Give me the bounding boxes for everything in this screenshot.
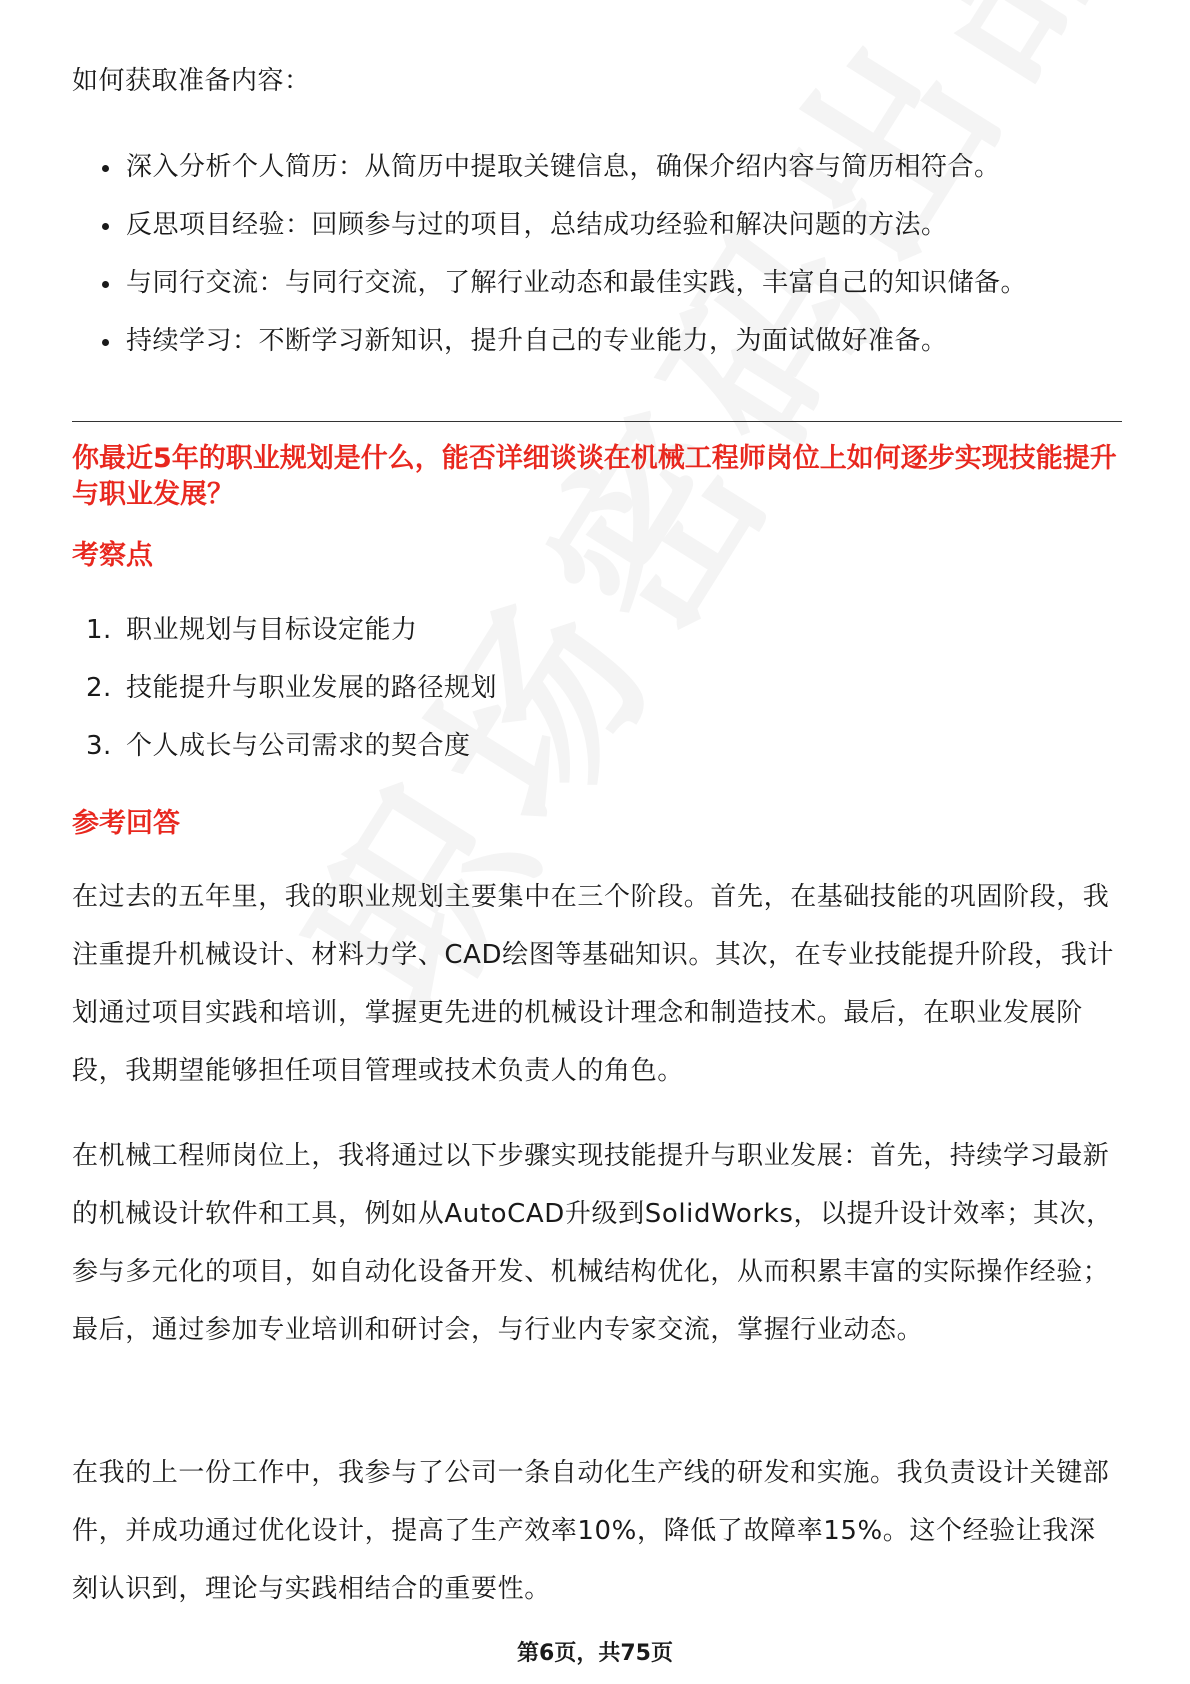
intro-text: 如何获取准备内容：	[72, 66, 311, 96]
list-text: 技能提升与职业发展的路径规划	[126, 673, 498, 703]
page-footer: 第6页，共75页	[517, 1641, 673, 1666]
list-text: 个人成长与公司需求的契合度	[126, 731, 471, 761]
bullet-item: 深入分析个人简历：从简历中提取关键信息，确保介绍内容与简历相符合。	[72, 138, 1027, 196]
bullet-list	[72, 138, 1027, 370]
exam-points-heading: 考察点	[72, 540, 153, 571]
answer-heading: 参考回答	[72, 808, 180, 839]
list-number: 1.	[86, 615, 112, 645]
list-text: 职业规划与目标设定能力	[126, 615, 418, 645]
list-number: 2.	[86, 673, 112, 703]
answer-paragraph: 在机械工程师岗位上，我将通过以下步骤实现技能提升与职业发展：首先，持续学习最新的机械设计软件和工具，例如从AutoCAD升级到SolidWorks，以提升设计效率；其次，参与多元化的项目，如自动化设备开发、机械结构优化，从而积累丰富的实际操作经验；最后，通过参加专业培训和研讨会，与行业内专家交流，掌握行业动态。	[72, 1141, 1113, 1345]
bullet-item: 与同行交流：与同行交流，了解行业动态和最佳实践，丰富自己的知识储备。	[72, 254, 1027, 312]
answer-paragraph: 在我的上一份工作中，我参与了公司一条自动化生产线的研发和实施。我负责设计关键部件，并成功通过优化设计，提高了生产效率10%，降低了故障率15%。这个经验让我深刻认识到，理论与实践相结合的重要性。	[72, 1458, 1110, 1604]
answer-paragraph: 在过去的五年里，我的职业规划主要集中在三个阶段。首先，在基础技能的巩固阶段，我注重提升机械设计、材料力学、CAD绘图等基础知识。其次，在专业技能提升阶段，我计划通过项目实践和培训，掌握更先进的机械设计理念和制造技术。最后，在职业发展阶段，我期望能够担任项目管理或技术负责人的角色。	[72, 882, 1114, 1086]
list-item	[72, 601, 497, 659]
section-divider	[72, 421, 1122, 422]
bullet-item: 持续学习：不断学习新知识，提升自己的专业能力，为面试做好准备。	[72, 312, 1027, 370]
exam-points-list	[72, 601, 497, 775]
question-title: 你最近5年的职业规划是什么，能否详细谈谈在机械工程师岗位上如何逐步实现技能提升与职业发展？	[72, 443, 1117, 510]
bullet-item: 反思项目经验：回顾参与过的项目，总结成功经验和解决问题的方法。	[72, 196, 1027, 254]
list-item	[72, 659, 497, 717]
list-item	[72, 717, 497, 775]
list-number: 3.	[86, 731, 112, 761]
